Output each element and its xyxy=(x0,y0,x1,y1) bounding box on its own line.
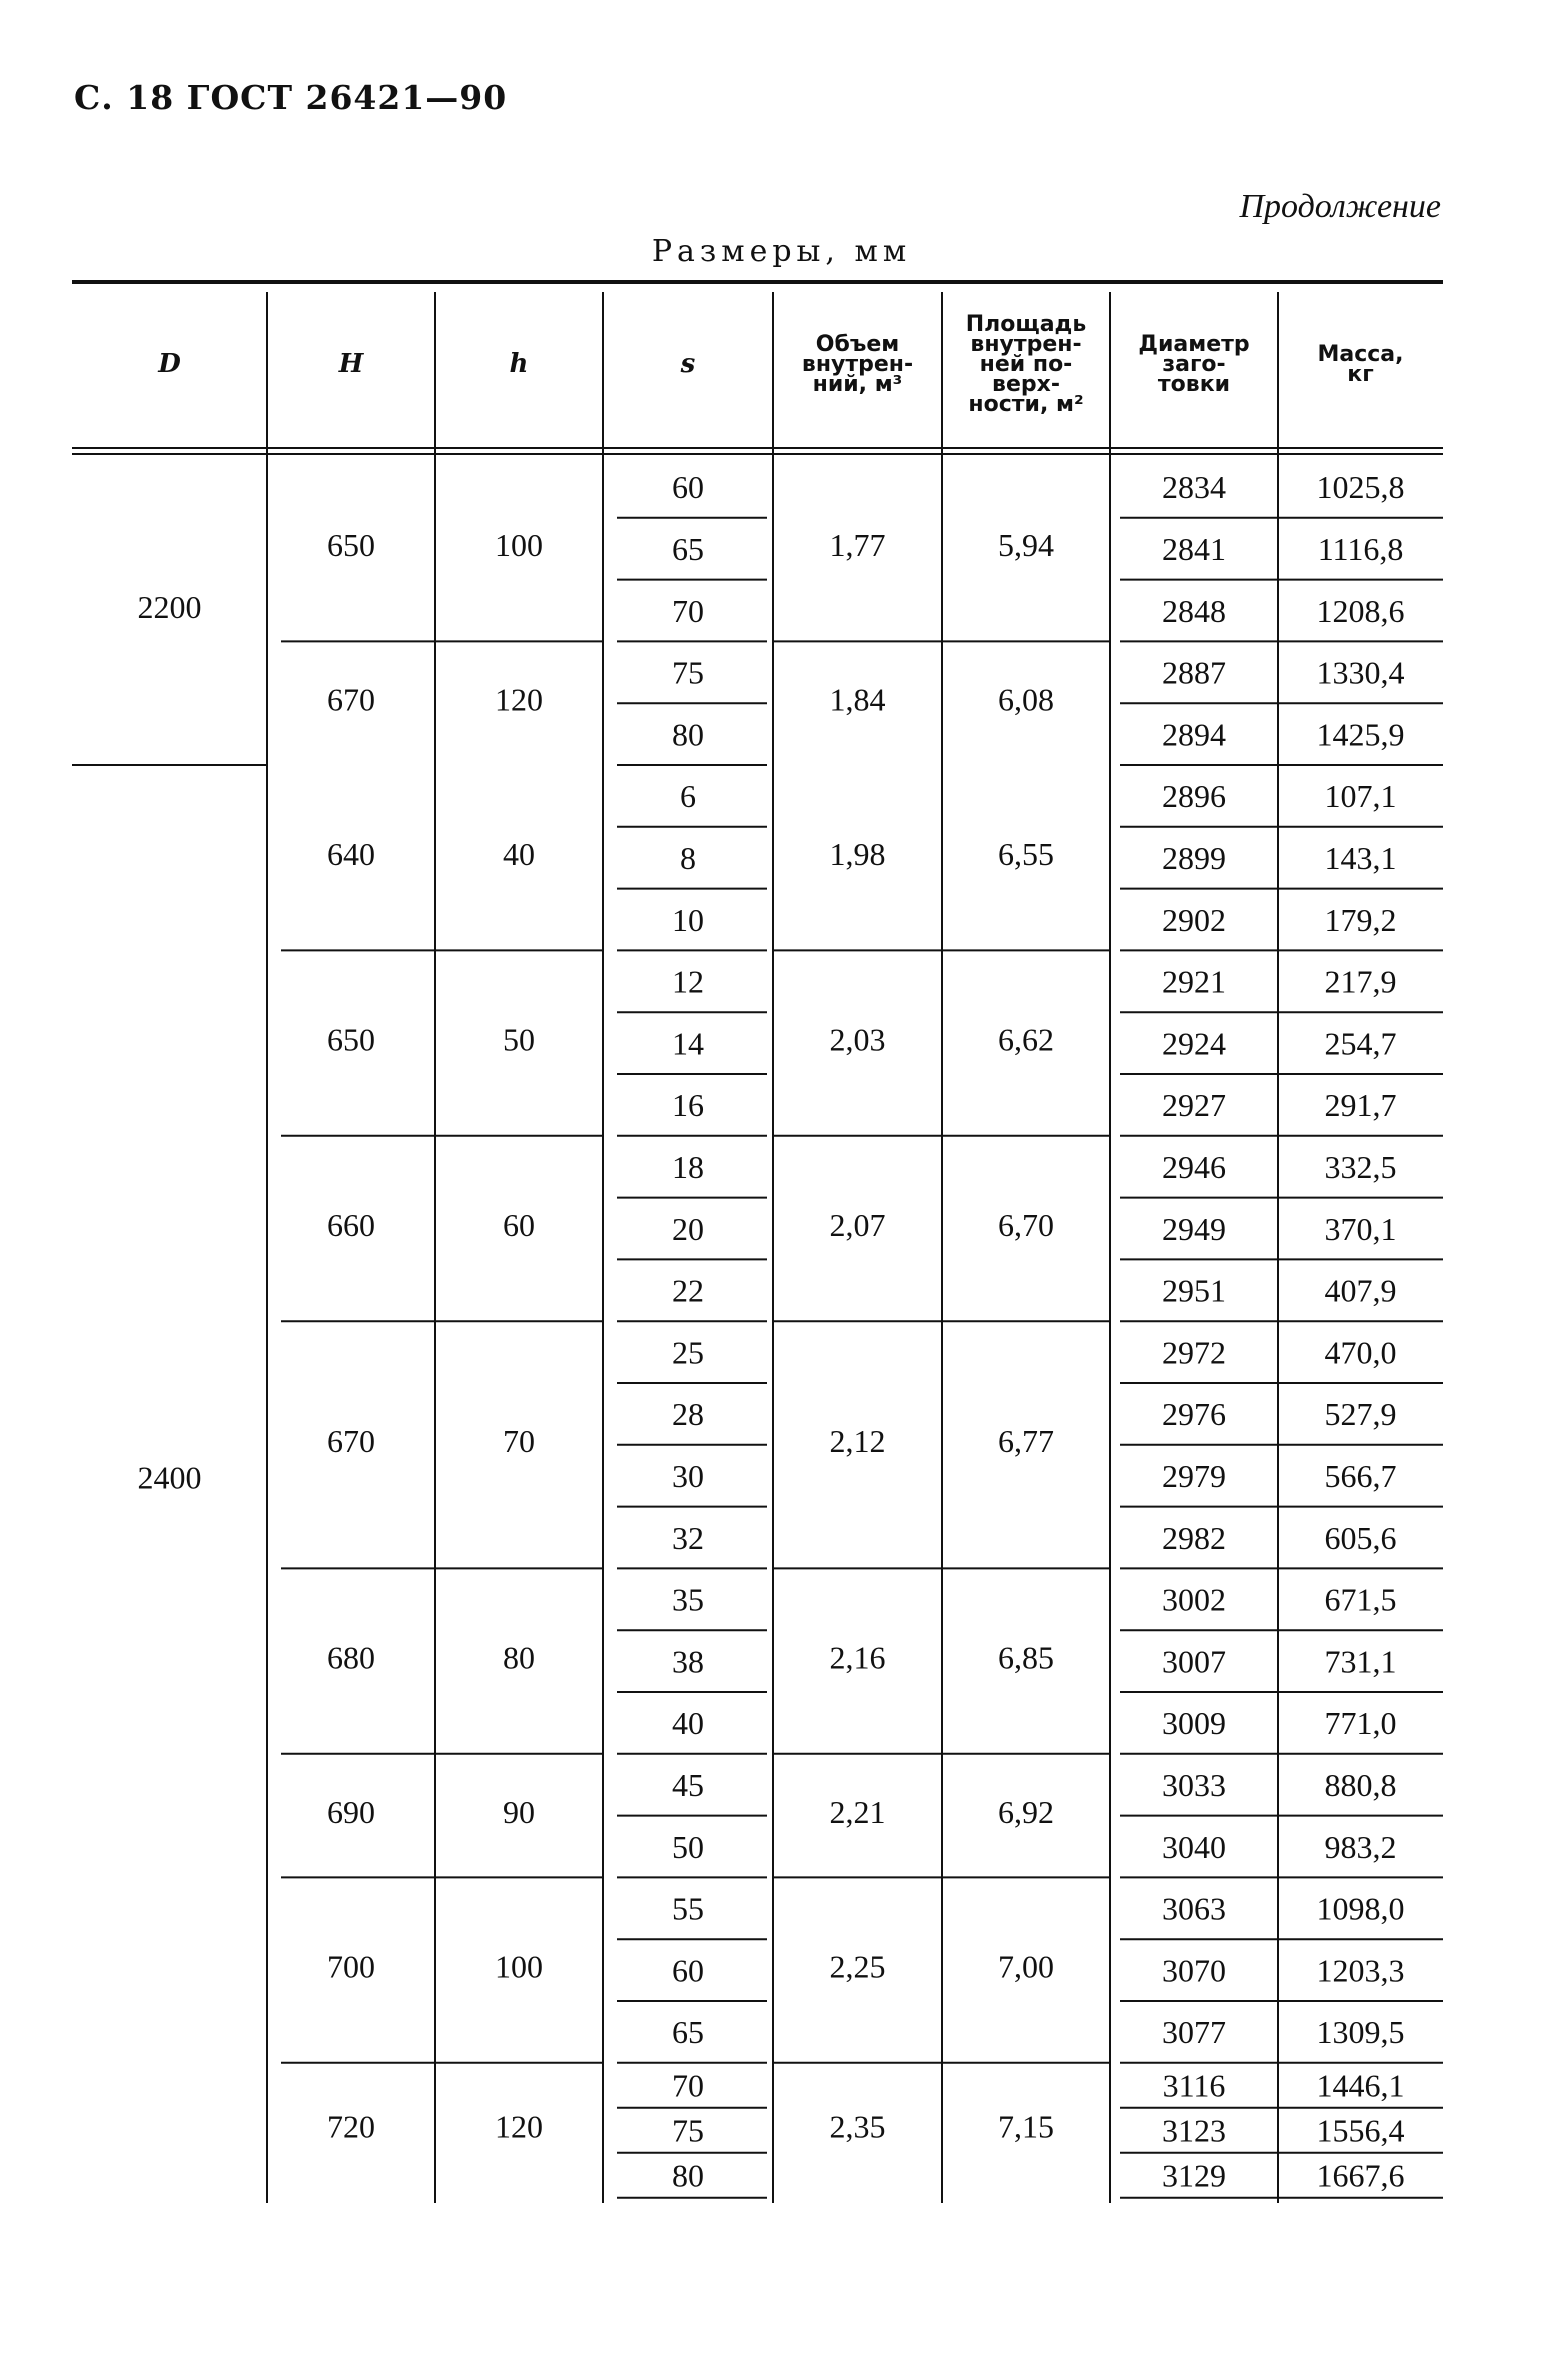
cell-height-H: 680 xyxy=(327,1639,375,1676)
cell-blank-diameter: 2834 xyxy=(1162,469,1226,506)
cell-blank-diameter: 2972 xyxy=(1162,1334,1226,1371)
cell-height-H: 670 xyxy=(327,1423,375,1460)
cell-wall-thickness: 70 xyxy=(672,2067,704,2104)
cell-mass: 731,1 xyxy=(1324,1643,1397,1680)
cell-height-h: 100 xyxy=(495,1948,543,1985)
cell-mass: 370,1 xyxy=(1324,1210,1397,1247)
column-header: верх- xyxy=(992,372,1060,397)
cell-blank-diameter: 3002 xyxy=(1162,1581,1226,1618)
cell-mass: 332,5 xyxy=(1324,1149,1397,1186)
cell-wall-thickness: 75 xyxy=(672,2112,704,2149)
cell-mass: 407,9 xyxy=(1324,1272,1397,1309)
cell-height-H: 690 xyxy=(327,1793,375,1830)
cell-wall-thickness: 80 xyxy=(672,2157,704,2194)
column-header: H xyxy=(338,349,364,379)
cell-wall-thickness: 30 xyxy=(672,1458,704,1495)
cell-blank-diameter: 3077 xyxy=(1162,2014,1226,2051)
cell-blank-diameter: 2946 xyxy=(1162,1149,1226,1186)
cell-blank-diameter: 3040 xyxy=(1162,1828,1226,1865)
cell-area: 6,85 xyxy=(998,1639,1054,1676)
cell-mass: 1425,9 xyxy=(1316,716,1405,753)
cell-wall-thickness: 16 xyxy=(672,1087,704,1124)
column-header: Диаметр xyxy=(1138,332,1250,357)
cell-mass: 671,5 xyxy=(1324,1581,1397,1618)
cell-height-H: 640 xyxy=(327,836,375,873)
cell-wall-thickness: 38 xyxy=(672,1643,704,1680)
column-header: Площадь xyxy=(965,312,1087,337)
cell-wall-thickness: 50 xyxy=(672,1828,704,1865)
column-header: заго- xyxy=(1162,352,1226,377)
cell-area: 6,92 xyxy=(998,1793,1054,1830)
cell-mass: 880,8 xyxy=(1324,1767,1397,1804)
cell-wall-thickness: 65 xyxy=(672,2014,704,2051)
cell-height-H: 700 xyxy=(327,1948,375,1985)
cell-wall-thickness: 25 xyxy=(672,1334,704,1371)
cell-volume: 2,21 xyxy=(829,1793,886,1830)
cell-volume: 2,35 xyxy=(829,2108,886,2145)
cell-mass: 566,7 xyxy=(1324,1458,1397,1495)
cell-wall-thickness: 20 xyxy=(672,1210,704,1247)
cell-wall-thickness: 10 xyxy=(672,901,704,938)
cell-blank-diameter: 2949 xyxy=(1162,1210,1226,1247)
cell-blank-diameter: 2841 xyxy=(1162,531,1226,568)
cell-wall-thickness: 22 xyxy=(672,1272,704,1309)
cell-volume: 2,03 xyxy=(829,1021,886,1058)
cell-mass: 107,1 xyxy=(1324,778,1397,815)
cell-height-h: 80 xyxy=(503,1639,535,1676)
cell-blank-diameter: 2902 xyxy=(1162,901,1226,938)
cell-volume: 2,16 xyxy=(829,1639,886,1676)
cell-diameter-D: 2200 xyxy=(137,588,202,625)
cell-diameter-D: 2400 xyxy=(137,1459,202,1496)
column-header: h xyxy=(509,349,529,379)
cell-blank-diameter: 3063 xyxy=(1162,1890,1226,1927)
cell-mass: 527,9 xyxy=(1324,1396,1397,1433)
column-header: ности, м² xyxy=(968,392,1084,417)
cell-mass: 1208,6 xyxy=(1316,592,1405,629)
cell-mass: 470,0 xyxy=(1324,1334,1397,1371)
cell-wall-thickness: 35 xyxy=(672,1581,704,1618)
cell-area: 7,15 xyxy=(998,2108,1054,2145)
cell-area: 5,94 xyxy=(998,527,1054,564)
cell-height-h: 100 xyxy=(495,527,543,564)
cell-wall-thickness: 45 xyxy=(672,1767,704,1804)
column-header: ний, м³ xyxy=(812,372,903,397)
cell-height-H: 650 xyxy=(327,527,375,564)
column-header: внутрен- xyxy=(801,352,914,377)
cell-mass: 1309,5 xyxy=(1316,2014,1405,2051)
cell-wall-thickness: 60 xyxy=(672,1952,704,1989)
cell-volume: 1,84 xyxy=(829,681,886,718)
cell-wall-thickness: 12 xyxy=(672,963,704,1000)
cell-volume: 2,25 xyxy=(829,1948,886,1985)
cell-mass: 254,7 xyxy=(1324,1025,1397,1062)
cell-blank-diameter: 3033 xyxy=(1162,1767,1226,1804)
cell-blank-diameter: 3123 xyxy=(1162,2112,1226,2149)
cell-area: 6,55 xyxy=(998,836,1054,873)
cell-blank-diameter: 3070 xyxy=(1162,1952,1226,1989)
cell-wall-thickness: 75 xyxy=(672,654,704,691)
cell-blank-diameter: 2887 xyxy=(1162,654,1226,691)
cell-wall-thickness: 14 xyxy=(672,1025,704,1062)
cell-wall-thickness: 40 xyxy=(672,1705,704,1742)
cell-wall-thickness: 60 xyxy=(672,469,704,506)
cell-wall-thickness: 65 xyxy=(672,531,704,568)
cell-blank-diameter: 3009 xyxy=(1162,1705,1226,1742)
cell-wall-thickness: 70 xyxy=(672,592,704,629)
cell-volume: 2,07 xyxy=(829,1206,886,1243)
cell-wall-thickness: 80 xyxy=(672,716,704,753)
cell-mass: 983,2 xyxy=(1324,1828,1397,1865)
cell-blank-diameter: 2894 xyxy=(1162,716,1226,753)
cell-blank-diameter: 2896 xyxy=(1162,778,1226,815)
column-header: товки xyxy=(1157,372,1231,397)
cell-height-H: 720 xyxy=(327,2108,375,2145)
cell-height-h: 60 xyxy=(503,1206,535,1243)
cell-blank-diameter: 2927 xyxy=(1162,1087,1226,1124)
cell-mass: 1203,3 xyxy=(1316,1952,1405,1989)
cell-blank-diameter: 2979 xyxy=(1162,1458,1226,1495)
page-reference: С. 18 ГОСТ 26421—90 xyxy=(74,78,508,117)
cell-blank-diameter: 3129 xyxy=(1162,2157,1226,2194)
cell-blank-diameter: 2924 xyxy=(1162,1025,1226,1062)
cell-blank-diameter: 2899 xyxy=(1162,840,1226,877)
cell-wall-thickness: 55 xyxy=(672,1890,704,1927)
cell-volume: 1,98 xyxy=(829,836,886,873)
cell-mass: 1116,8 xyxy=(1317,531,1404,568)
cell-mass: 217,9 xyxy=(1324,963,1397,1000)
column-header: Масса, xyxy=(1317,342,1404,367)
column-header: ней по- xyxy=(979,352,1073,377)
cell-height-h: 70 xyxy=(503,1423,535,1460)
cell-blank-diameter: 2951 xyxy=(1162,1272,1226,1309)
cell-blank-diameter: 3007 xyxy=(1162,1643,1226,1680)
cell-volume: 1,77 xyxy=(829,527,886,564)
cell-mass: 1330,4 xyxy=(1316,654,1405,691)
cell-height-h: 120 xyxy=(495,2108,543,2145)
cell-height-H: 650 xyxy=(327,1021,375,1058)
cell-height-h: 90 xyxy=(503,1793,535,1830)
cell-mass: 143,1 xyxy=(1324,840,1397,877)
cell-mass: 605,6 xyxy=(1324,1519,1397,1556)
cell-mass: 771,0 xyxy=(1324,1705,1397,1742)
column-header: s xyxy=(680,349,696,379)
cell-wall-thickness: 8 xyxy=(680,840,696,877)
cell-blank-diameter: 3116 xyxy=(1162,2067,1226,2104)
cell-blank-diameter: 2982 xyxy=(1162,1519,1226,1556)
continuation-label: Продолжение xyxy=(1239,188,1441,225)
cell-area: 7,00 xyxy=(998,1948,1054,1985)
cell-mass: 179,2 xyxy=(1324,901,1397,938)
cell-mass: 1446,1 xyxy=(1316,2067,1405,2104)
cell-height-H: 660 xyxy=(327,1206,375,1243)
cell-wall-thickness: 28 xyxy=(672,1396,704,1433)
cell-height-h: 50 xyxy=(503,1021,535,1058)
cell-blank-diameter: 2848 xyxy=(1162,592,1226,629)
cell-blank-diameter: 2976 xyxy=(1162,1396,1226,1433)
cell-area: 6,62 xyxy=(998,1021,1054,1058)
table-caption: Размеры, мм xyxy=(651,234,912,269)
cell-mass: 1667,6 xyxy=(1316,2157,1405,2194)
column-header: внутрен- xyxy=(970,332,1082,357)
column-header: Объем xyxy=(815,332,900,357)
cell-height-h: 40 xyxy=(503,836,535,873)
cell-mass: 1098,0 xyxy=(1316,1890,1405,1927)
cell-wall-thickness: 6 xyxy=(680,778,696,815)
cell-wall-thickness: 32 xyxy=(672,1519,704,1556)
cell-volume: 2,12 xyxy=(829,1423,886,1460)
column-header: кг xyxy=(1347,362,1374,387)
cell-mass: 1556,4 xyxy=(1316,2112,1405,2149)
cell-mass: 291,7 xyxy=(1324,1087,1397,1124)
cell-blank-diameter: 2921 xyxy=(1162,963,1226,1000)
cell-area: 6,77 xyxy=(998,1423,1054,1460)
cell-area: 6,70 xyxy=(998,1206,1054,1243)
cell-wall-thickness: 18 xyxy=(672,1149,704,1186)
cell-height-H: 670 xyxy=(327,681,375,718)
cell-mass: 1025,8 xyxy=(1316,469,1405,506)
cell-area: 6,08 xyxy=(998,681,1054,718)
cell-height-h: 120 xyxy=(495,681,543,718)
column-header: D xyxy=(158,349,181,379)
